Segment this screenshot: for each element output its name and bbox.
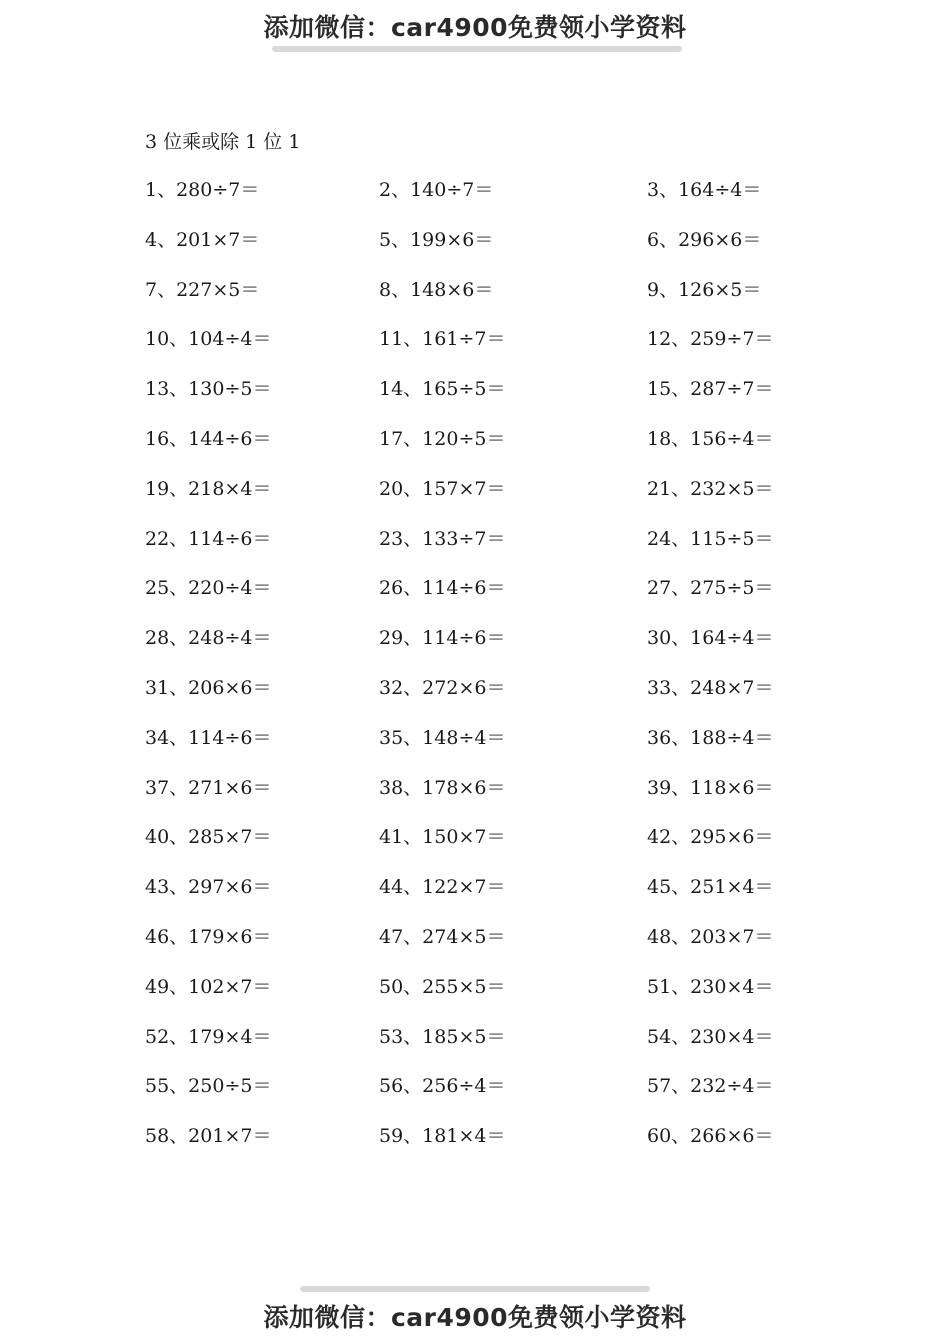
problem-item: 21、232×5＝ [647, 477, 774, 500]
problem-item: 40、285×7＝ [145, 826, 272, 849]
problem-item: 35、148÷4＝ [379, 726, 506, 749]
problem-item: 12、259÷7＝ [647, 328, 774, 351]
problem-item: 7、227×5＝ [145, 278, 260, 301]
problem-item: 54、230×4＝ [647, 1025, 774, 1048]
problem-item: 10、104÷4＝ [145, 328, 272, 351]
problem-item: 56、256÷4＝ [379, 1075, 506, 1098]
problem-item: 31、206×6＝ [145, 676, 272, 699]
problem-item: 34、114÷6＝ [145, 726, 272, 749]
problem-item: 4、201×7＝ [145, 228, 260, 251]
faded-footer-text [300, 1286, 650, 1292]
problem-item: 59、181×4＝ [379, 1125, 506, 1148]
problem-item: 11、161÷7＝ [379, 328, 506, 351]
problem-item: 33、248×7＝ [647, 676, 774, 699]
problem-item: 18、156÷4＝ [647, 427, 774, 450]
problem-item: 47、274×5＝ [379, 925, 506, 948]
problem-item: 27、275÷5＝ [647, 577, 774, 600]
problem-item: 20、157×7＝ [379, 477, 506, 500]
problem-item: 46、179×6＝ [145, 925, 272, 948]
problem-item: 43、297×6＝ [145, 876, 272, 899]
problem-item: 30、164÷4＝ [647, 627, 774, 650]
problem-item: 53、185×5＝ [379, 1025, 506, 1048]
problem-item: 15、287÷7＝ [647, 378, 774, 401]
watermark-banner-top: 添加微信：car4900免费领小学资料 [263, 13, 687, 42]
problem-item: 29、114÷6＝ [379, 627, 506, 650]
problem-item: 9、126×5＝ [647, 278, 762, 301]
problem-item: 28、248÷4＝ [145, 627, 272, 650]
problem-item: 57、232÷4＝ [647, 1075, 774, 1098]
faded-header-text [272, 46, 682, 52]
problem-item: 23、133÷7＝ [379, 527, 506, 550]
watermark-banner-bottom: 添加微信：car4900免费领小学资料 [263, 1303, 687, 1332]
problem-item: 16、144÷6＝ [145, 427, 272, 450]
problem-item: 1、280÷7＝ [145, 179, 260, 201]
problem-item: 6、296×6＝ [647, 228, 762, 251]
problem-item: 19、218×4＝ [145, 477, 272, 500]
problem-item: 51、230×4＝ [647, 975, 774, 998]
problem-item: 55、250÷5＝ [145, 1075, 272, 1098]
problem-item: 17、120÷5＝ [379, 427, 506, 450]
worksheet-title: 3 位乘或除 1 位 1 [145, 131, 301, 153]
problem-item: 14、165÷5＝ [379, 378, 506, 401]
problem-item: 44、122×7＝ [379, 876, 506, 899]
problem-item: 36、188÷4＝ [647, 726, 774, 749]
problem-item: 3、164÷4＝ [647, 179, 762, 201]
problem-item: 5、199×6＝ [379, 228, 494, 251]
problem-item: 48、203×7＝ [647, 925, 774, 948]
problem-item: 37、271×6＝ [145, 776, 272, 799]
problem-item: 32、272×6＝ [379, 676, 506, 699]
problem-item: 39、118×6＝ [647, 776, 774, 799]
problem-item: 26、114÷6＝ [379, 577, 506, 600]
problem-item: 45、251×4＝ [647, 876, 774, 899]
problem-item: 25、220÷4＝ [145, 577, 272, 600]
problem-item: 49、102×7＝ [145, 975, 272, 998]
problem-item: 50、255×5＝ [379, 975, 506, 998]
problem-item: 58、201×7＝ [145, 1125, 272, 1148]
problem-item: 24、115÷5＝ [647, 527, 774, 550]
problem-item: 8、148×6＝ [379, 278, 494, 301]
problem-item: 2、140÷7＝ [379, 179, 494, 201]
problem-item: 60、266×6＝ [647, 1125, 774, 1148]
problem-item: 38、178×6＝ [379, 776, 506, 799]
problem-item: 52、179×4＝ [145, 1025, 272, 1048]
problem-item: 22、114÷6＝ [145, 527, 272, 550]
problem-item: 42、295×6＝ [647, 826, 774, 849]
problem-grid [145, 176, 845, 1172]
problem-item: 13、130÷5＝ [145, 378, 272, 401]
problem-item: 41、150×7＝ [379, 826, 506, 849]
